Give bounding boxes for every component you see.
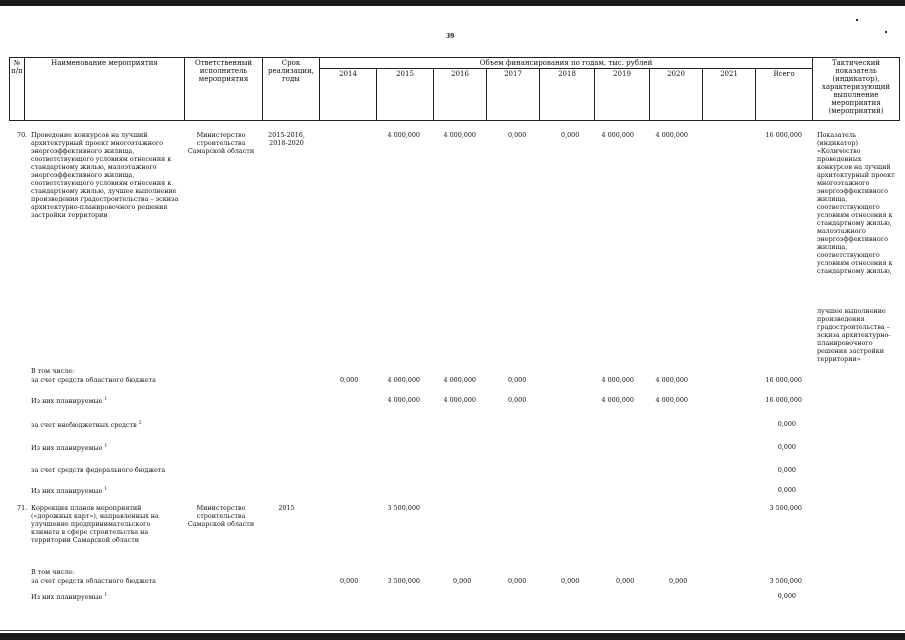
row71-regional-2019: 0,000: [616, 577, 635, 585]
row70-planned3-total: 0,000: [777, 486, 796, 494]
row70-regional-2016: 4 000,000: [443, 376, 476, 384]
scan-speck: [885, 31, 887, 33]
header-table: [9, 57, 900, 121]
header-indicator: Тактический показатель (индикатор), характеризующий выполнение мероприятия (мероприятий): [813, 58, 900, 121]
header-funding: Объем финансирования по годам, тыс. рублей: [320, 58, 813, 69]
row71-num: 71.: [17, 504, 28, 512]
header-year: 2017: [487, 69, 540, 121]
row70-planned2-label: Из них планируемые $^1$: [31, 444, 108, 452]
header-num: № п/п: [10, 58, 25, 121]
row70-regional-2015: 4 000,000: [387, 376, 420, 384]
row70-planned2-total: 0,000: [777, 443, 796, 451]
row70-num: 70.: [17, 131, 28, 139]
row70-planned-2016: 4 000,000: [443, 396, 476, 404]
row71-regional-total: 3 500,000: [769, 577, 802, 585]
row71-total: 3 500,000: [769, 504, 802, 512]
row70-planned3-label: Из них планируемые $^1$: [31, 487, 108, 495]
header-year: 2020: [650, 69, 703, 121]
scan-bottom-border: [0, 633, 905, 640]
scan-speck: [856, 19, 858, 21]
row70-regional-2017: 0,000: [508, 376, 527, 384]
row71-name: Коррекция планов мероприятий («дорожных карт»), направленных на улучшение предпринимательского климата в сфере строительства на территории Самарской области: [31, 504, 159, 544]
header-year-total: Всего: [756, 69, 813, 121]
row70-2019: 4 000,000: [601, 131, 634, 139]
row71-regional-2017: 0,000: [508, 577, 527, 585]
header-year: 2016: [434, 69, 487, 121]
header-name: Наименование мероприятия: [25, 58, 185, 121]
row71-planned-label: Из них планируемые $^1$: [31, 593, 108, 601]
header-responsible: Ответственный исполнитель мероприятия: [185, 58, 263, 121]
row70-term: 2015-2016, 2018-2020: [268, 131, 305, 147]
row70-total: 16 000,000: [765, 131, 802, 139]
row70-planned-2015: 4 000,000: [387, 396, 420, 404]
header-year: 2018: [540, 69, 595, 121]
row70-planned-2017: 0,000: [508, 396, 527, 404]
row71-regional-label: за счет средств областного бюджета: [31, 577, 156, 585]
header-term: Срок реализации, годы: [263, 58, 320, 121]
header-year: 2021: [703, 69, 756, 121]
row71-regional-2014: 0,000: [340, 577, 359, 585]
row71-including: В том числе:: [31, 568, 75, 576]
row71-responsible: Министерство строительства Самарской области: [187, 504, 255, 528]
scan-top-border: [0, 0, 905, 6]
row70-regional-total: 16 000,000: [765, 376, 802, 384]
row71-regional-2016: 0,000: [453, 577, 472, 585]
row70-planned-2019: 4 000,000: [601, 396, 634, 404]
row70-2017: 0,000: [508, 131, 527, 139]
row70-regional-2019: 4 000,000: [601, 376, 634, 384]
row70-planned-label: Из них планируемые $^1$: [31, 397, 108, 405]
row70-regional-2014: 0,000: [340, 376, 359, 384]
row70-2016: 4 000,000: [443, 131, 476, 139]
row70-regional-2020: 4 000,000: [655, 376, 688, 384]
row71-2015: 3 500,000: [387, 504, 420, 512]
row70-planned-total: 16 000,000: [765, 396, 802, 404]
row70-2015: 4 000,000: [387, 131, 420, 139]
row70-2020: 4 000,000: [655, 131, 688, 139]
row70-federal-label: за счет средств федерального бюджета: [31, 466, 166, 474]
row71-term: 2015: [278, 504, 295, 512]
row70-indicator-cont: лучшее выполнение произведения градостроительства – эскиза архитектурно-планировочного решения застройки территории»: [817, 307, 891, 363]
row71-regional-2015: 3 500,000: [387, 577, 420, 585]
row70-planned-2020: 4 000,000: [655, 396, 688, 404]
row70-name: Проведение конкурсов на лучший архитектурный проект многоэтажного энергоэффективного жилища, соответствующего условиям отнесения к стандартному жилью, малоэтажного энергоэффективного жилища, соответствующего условиям отнесения к стандартному жилью, лучшее выполнение произведения градостроительства – эскиза архитектурно-планировочного решения застройки территории: [31, 131, 179, 219]
row70-regional-label: за счет средств областного бюджета: [31, 376, 156, 384]
header-year: 2015: [377, 69, 434, 121]
header-year: 2014: [320, 69, 377, 121]
row71-regional-2020: 0,000: [669, 577, 688, 585]
row70-2018: 0,000: [561, 131, 580, 139]
header-year: 2019: [595, 69, 650, 121]
page-number: 39: [446, 33, 455, 40]
row71-planned-total: 0,000: [777, 592, 796, 600]
row70-federal-total: 0,000: [777, 466, 796, 474]
row70-including: В том числе:: [31, 367, 75, 375]
row70-extrabudget-total: 0,000: [777, 420, 796, 428]
row71-regional-2018: 0,000: [561, 577, 580, 585]
row70-responsible: Министерство строительства Самарской области: [187, 131, 255, 155]
row70-indicator: Показатель (индикатор) «Количество проведенных конкурсов на лучший архитектурный проект многоэтажного энергоэффективного жилища, соответствующего условиям отнесения к стандартному жилью, малоэтажного энергоэффективного жилища, соответствующего условиям отнесения к стандартному жилью,: [817, 131, 895, 275]
row70-extrabudget-label: за счет внебюджетных средств $^2$: [31, 421, 142, 429]
scan-bottom-line: [0, 630, 905, 631]
